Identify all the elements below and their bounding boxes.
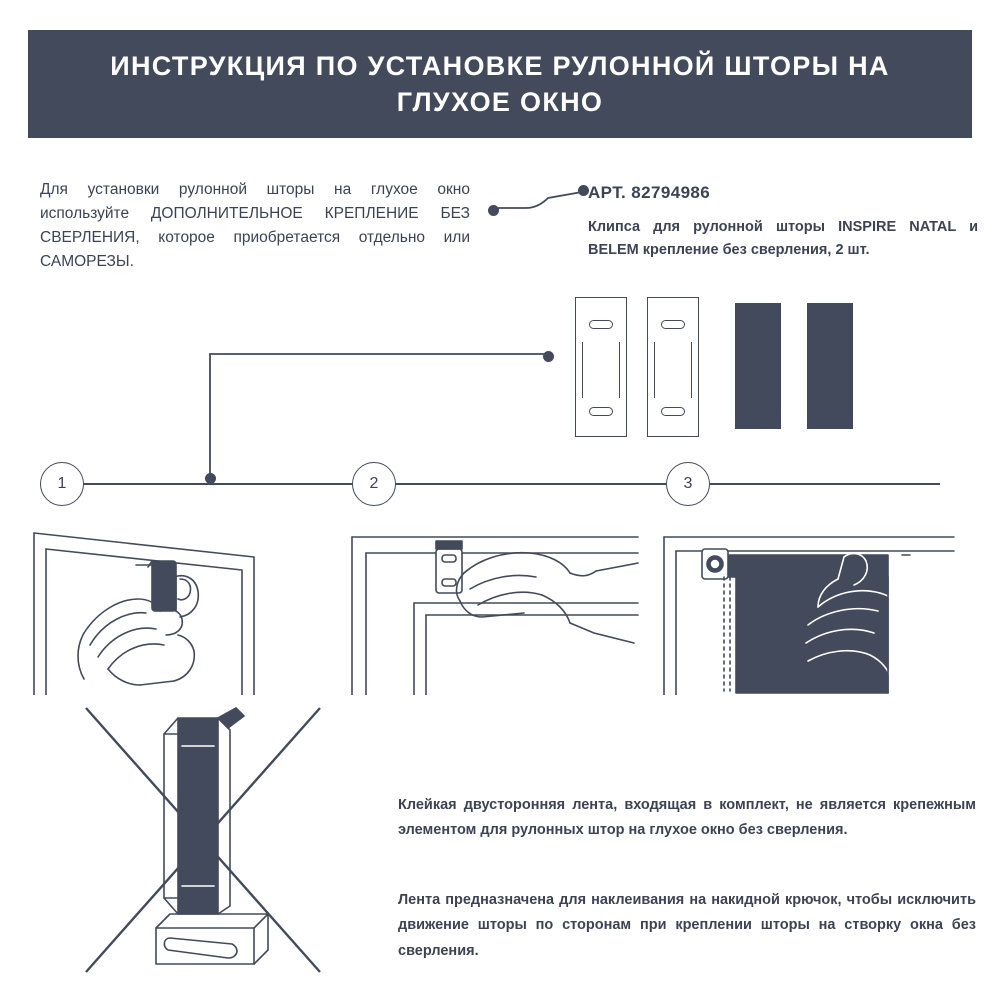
illustration-step-1 — [24, 515, 326, 695]
intro-paragraph: Для установки рулонной шторы на глухое окно используйте ДОПОЛНИТЕЛЬНОЕ КРЕПЛЕНИЕ БЕЗ СВЕРЛЕНИЯ, которое приобретается отдельно или САМОРЕЗЫ. — [40, 181, 470, 271]
clip-product-illustration — [575, 297, 890, 437]
step-marker-2 — [352, 462, 396, 506]
clip-body-lines — [654, 342, 692, 398]
clip-slot-bottom — [589, 407, 613, 416]
step-marker-1 — [40, 462, 84, 506]
header-band — [28, 30, 972, 138]
step-number: 1 — [57, 475, 67, 492]
step-number: 3 — [683, 475, 693, 492]
note-paragraph-2: Лента предназначена для наклеивания на накидной крючок, чтобы исключить движение шторы по сторонам при креплении шторы на створку окна без сверления. — [398, 892, 976, 959]
clip-slot-top — [589, 320, 613, 329]
illustration-step-2 — [344, 515, 646, 695]
clip-dark-icon — [735, 303, 781, 429]
note-paragraph-1: Клейкая двусторонняя лента, входящая в комплект, не является крепежным элементом для рулонных штор на глухое окно без сверления. — [398, 797, 976, 839]
clip-dark-icon — [807, 303, 853, 429]
connector-line-art — [496, 186, 584, 212]
steps-baseline — [40, 483, 940, 485]
clip-slot-bottom — [661, 407, 685, 416]
step-number: 2 — [369, 475, 379, 492]
connector-dot-clips — [543, 351, 554, 362]
tape-not-allowed-illustration — [78, 700, 328, 980]
page-title: ИНСТРУКЦИЯ ПО УСТАНОВКЕ РУЛОННОЙ ШТОРЫ НА ГЛУХОЕ ОКНО — [110, 50, 890, 117]
illustration-step-3 — [658, 515, 960, 695]
step-marker-3 — [666, 462, 710, 506]
clip-slot-top — [661, 320, 685, 329]
clip-body-lines — [582, 342, 620, 398]
product-description: Клипса для рулонной шторы INSPIRE NATAL и BELEM крепление без сверления, 2 шт. — [588, 219, 978, 259]
clip-white-icon — [647, 297, 699, 437]
clip-white-icon — [575, 297, 627, 437]
article-code: АРТ. 82794986 — [588, 183, 711, 202]
